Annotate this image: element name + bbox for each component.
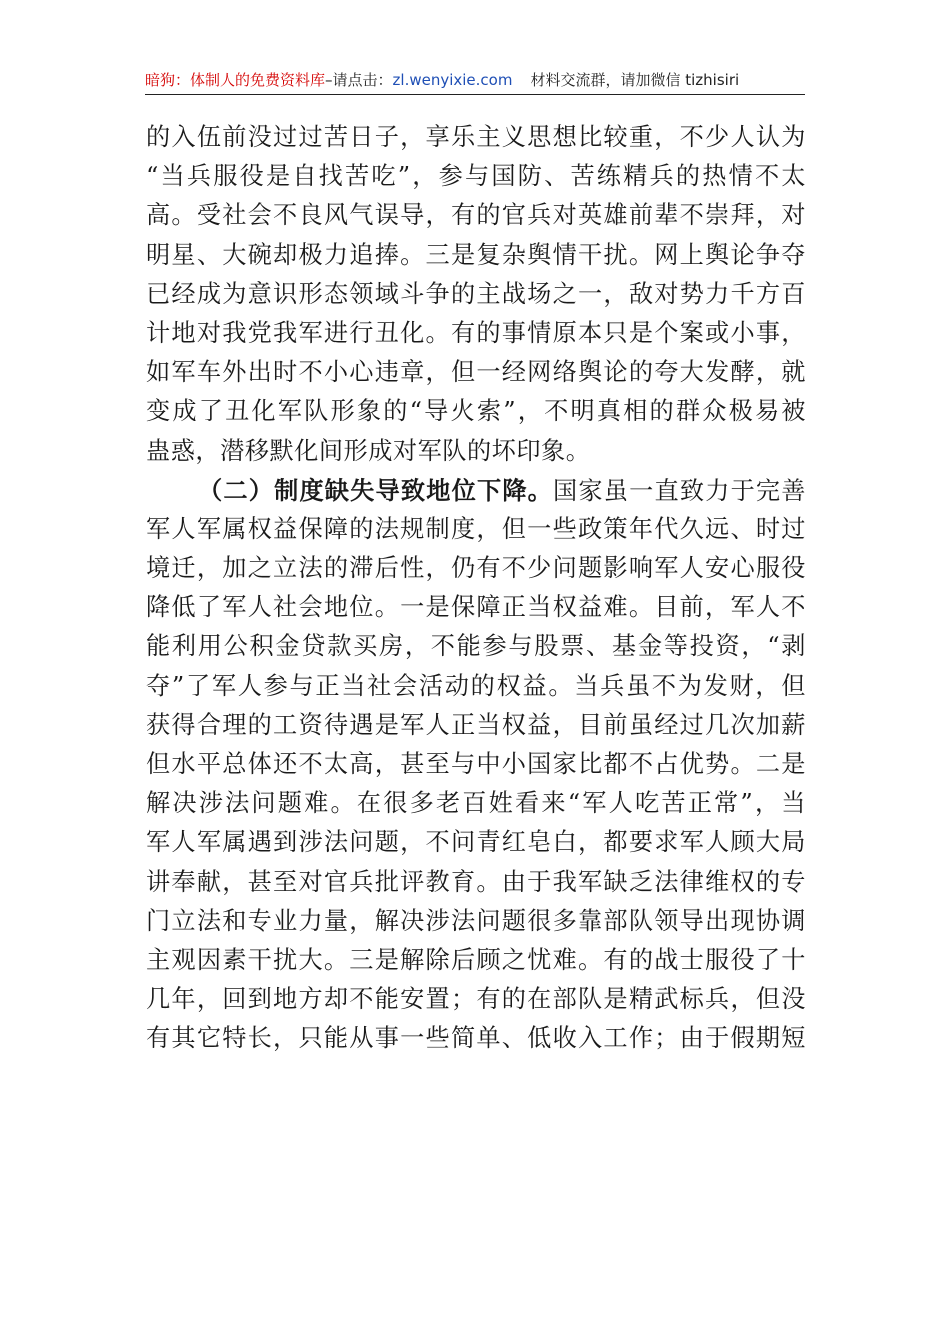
text-line: 计地对我党我军进行丑化。有的事情原本只是个案或小事， xyxy=(146,318,806,347)
text-line: 降低了军人社会地位。一是保障正当权益难。目前，军人不 xyxy=(146,593,806,622)
document-body xyxy=(146,118,806,1059)
text-line: 军人军属遇到涉法问题，不问青红皂白，都要求军人顾大局 xyxy=(146,828,806,857)
text-line: 主观因素干扰大。三是解除后顾之忧难。有的战士服役了十 xyxy=(146,945,806,974)
text-line: 如军车外出时不小心违章，但一经网络舆论的夸大发酵，就 xyxy=(146,358,806,387)
text-line: 军人军属权益保障的法规制度，但一些政策年代久远、时过 xyxy=(146,514,806,543)
text-line: 获得合理的工资待遇是军人正当权益，目前虽经过几次加薪 xyxy=(146,710,806,739)
section-heading-line xyxy=(146,471,806,510)
section-first-line-text: 国家虽一直致力于完善 xyxy=(553,476,806,505)
text-line: 能利用公积金贷款买房，不能参与股票、基金等投资，“剥 xyxy=(146,632,806,661)
header-site-name: 暗狗：体制人的免费资料库 xyxy=(145,71,326,89)
page-header xyxy=(145,66,805,95)
text-line: 几年，回到地方却不能安置；有的在部队是精武标兵，但没 xyxy=(146,985,806,1014)
text-line: 夺”了军人参与正当社会活动的权益。当兵虽不为发财，但 xyxy=(146,671,806,700)
text-line: 的入伍前没过过苦日子，享乐主义思想比较重，不少人认为 xyxy=(146,123,806,151)
header-url-link[interactable]: zl.wenyixie.com xyxy=(392,71,513,89)
text-line: 但水平总体还不太高，甚至与中小国家比都不占优势。二是 xyxy=(146,750,806,778)
text-line: 讲奉献，甚至对官兵批评教育。由于我军缺乏法律维权的专 xyxy=(146,867,806,896)
text-line: 有其它特长，只能从事一些简单、低收入工作；由于假期短 xyxy=(146,1024,806,1053)
header-click-label: –请点击： xyxy=(325,71,393,89)
section-heading: （二）制度缺失导致地位下降。 xyxy=(198,475,554,505)
text-line: 境迁，加之立法的滞后性，仍有不少问题影响军人安心服役 xyxy=(146,554,806,583)
text-line: 已经成为意识形态领域斗争的主战场之一，敌对势力千方百 xyxy=(146,279,806,308)
text-line: 变成了丑化军队形象的“导火索”，不明真相的群众极易被 xyxy=(146,397,806,426)
text-line: 高。受社会不良风气误导，有的官兵对英雄前辈不崇拜，对 xyxy=(146,201,806,230)
text-line: “当兵服役是自找苦吃”，参与国防、苦练精兵的热情不太 xyxy=(146,162,806,191)
text-line: 解决涉法问题难。在很多老百姓看来“军人吃苦正常”，当 xyxy=(146,789,806,818)
text-line: 门立法和专业力量，解决涉法问题很多靠部队领导出现协调 xyxy=(146,906,806,935)
text-line: 明星、大碗却极力追捧。三是复杂舆情干扰。网上舆论争夺 xyxy=(146,240,806,269)
text-line: 蛊惑，潜移默化间形成对军队的坏印象。 xyxy=(146,436,591,465)
header-wechat-text: 材料交流群，请加微信 tizhisiri xyxy=(530,71,740,89)
